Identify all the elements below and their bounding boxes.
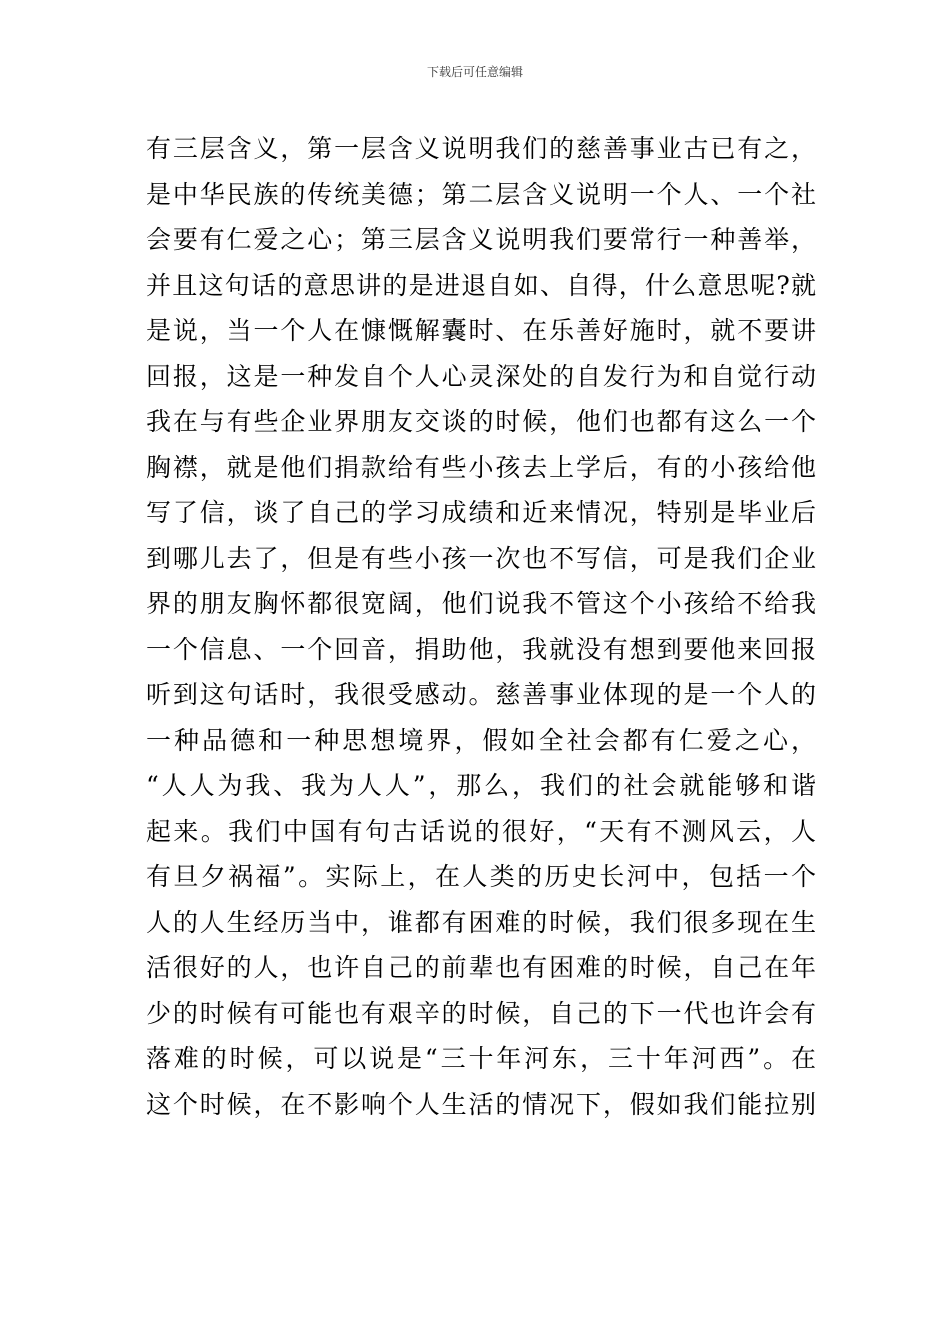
text-line: 界的朋友胸怀都很宽阔，他们说我不管这个小孩给不给我 — [146, 589, 816, 618]
text-line: 会要有仁爱之心；第三层含义说明我们要常行一种善举， — [146, 225, 816, 254]
text-line: 有三层含义，第一层含义说明我们的慈善事业古已有之， — [146, 134, 816, 163]
page-header: 下载后可任意编辑 — [426, 65, 523, 79]
text-line: 有旦夕祸福”。实际上，在人类的历史长河中，包括一个 — [146, 862, 816, 891]
text-line: 到哪儿去了，但是有些小孩一次也不写信，可是我们企业 — [146, 543, 816, 573]
text-line: 听到这句话时，我很受感动。慈善事业体现的是一个人的 — [146, 680, 816, 709]
text-line: 回报，这是一种发自个人心灵深处的自发行为和自觉行动 — [146, 361, 816, 391]
text-line: 写了信，谈了自己的学习成绩和近来情况，特别是毕业后 — [146, 498, 816, 527]
text-line: 我在与有些企业界朋友交谈的时候，他们也都有这么一个 — [146, 407, 816, 436]
text-line: 活很好的人，也许自己的前辈也有困难的时候，自己在年 — [146, 953, 816, 982]
text-line: 这个时候，在不影响个人生活的情况下，假如我们能拉别 — [146, 1089, 816, 1119]
text-line: 胸襟，就是他们捐款给有些小孩去上学后，有的小孩给他 — [146, 452, 816, 482]
text-line: 是中华民族的传统美德；第二层含义说明一个人、一个社 — [146, 179, 816, 209]
text-line: 起来。我们中国有句古话说的很好，“天有不测风云，人 — [146, 816, 816, 846]
text-line: 落难的时候，可以说是“三十年河东，三十年河西”。在 — [146, 1044, 816, 1073]
text-line: 少的时候有可能也有艰辛的时候，自己的下一代也许会有 — [146, 998, 816, 1028]
text-line: 一个信息、一个回音，捐助他，我就没有想到要他来回报 — [146, 634, 816, 664]
text-line: 并且这句话的意思讲的是进退自如、自得，什么意思呢?就 — [146, 270, 816, 300]
text-line: “人人为我、我为人人”，那么，我们的社会就能够和谐 — [146, 771, 816, 800]
text-line: 一种品德和一种思想境界，假如全社会都有仁爱之心， — [146, 725, 816, 755]
text-line: 是说，当一个人在慷慨解囊时、在乐善好施时，就不要讲 — [146, 316, 816, 345]
text-line: 人的人生经历当中，谁都有困难的时候，我们很多现在生 — [146, 907, 816, 937]
body-text — [146, 126, 816, 1127]
